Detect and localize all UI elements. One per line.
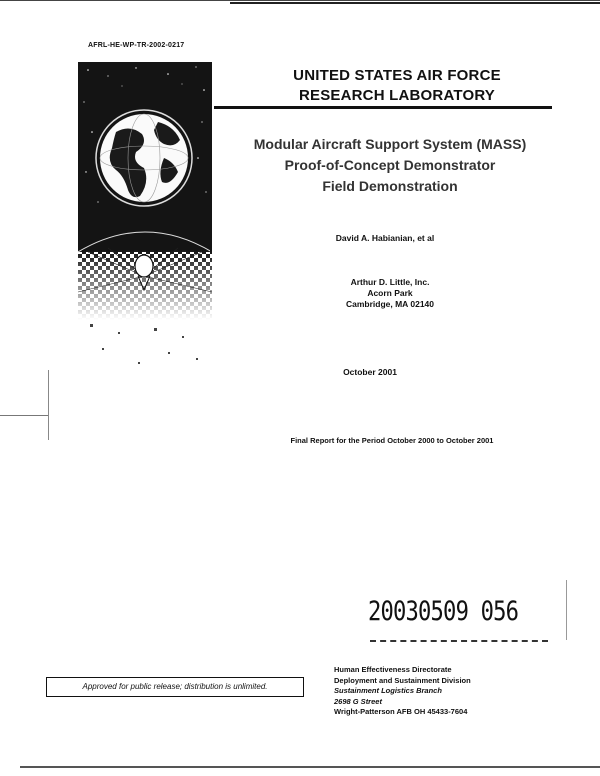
scan-margin-tick xyxy=(0,415,48,416)
report-date: October 2001 xyxy=(343,367,397,377)
stamp-underline xyxy=(370,640,548,642)
contractor-block xyxy=(300,277,480,310)
contractor-address-2: Cambridge, MA 02140 xyxy=(345,299,435,309)
cover-globe-artwork xyxy=(78,62,212,372)
report-title xyxy=(228,134,552,197)
directorate-address xyxy=(334,665,554,718)
accession-stamp: 20030509 056 xyxy=(368,596,519,627)
scan-margin-line xyxy=(48,370,49,440)
organization-heading xyxy=(232,66,562,106)
scan-edge-top xyxy=(0,0,600,1)
heading-rule xyxy=(214,106,552,109)
author: David A. Habianian, et al xyxy=(335,233,435,243)
scan-right-mark xyxy=(566,580,567,640)
scan-rule-top xyxy=(230,2,600,4)
organization-line-2: RESEARCH LABORATORY xyxy=(298,87,496,104)
title-line-1: Modular Aircraft Support System (MASS) xyxy=(253,136,527,152)
directorate-line-2: Deployment and Sustainment Division xyxy=(334,675,471,685)
report-period: Final Report for the Period October 2000 to October 2001 xyxy=(290,436,494,445)
directorate-line-4: 2698 G Street xyxy=(334,696,382,706)
directorate-line-5: Wright-Patterson AFB OH 45433-7604 xyxy=(334,707,468,716)
contractor-name: Arthur D. Little, Inc. xyxy=(350,277,430,287)
directorate-line-1: Human Effectiveness Directorate xyxy=(334,665,452,674)
distribution-statement: Approved for public release; distribution is unlimited. xyxy=(46,677,304,697)
title-line-3: Field Demonstration xyxy=(322,178,458,194)
directorate-line-3: Sustainment Logistics Branch xyxy=(334,686,442,695)
report-number: AFRL-HE-WP-TR-2002-0217 xyxy=(88,42,185,49)
contractor-address-1: Acorn Park xyxy=(367,288,413,298)
organization-line-1: UNITED STATES AIR FORCE xyxy=(293,67,501,84)
scan-rule-bottom xyxy=(20,766,600,768)
title-line-2: Proof-of-Concept Demonstrator xyxy=(284,157,496,173)
